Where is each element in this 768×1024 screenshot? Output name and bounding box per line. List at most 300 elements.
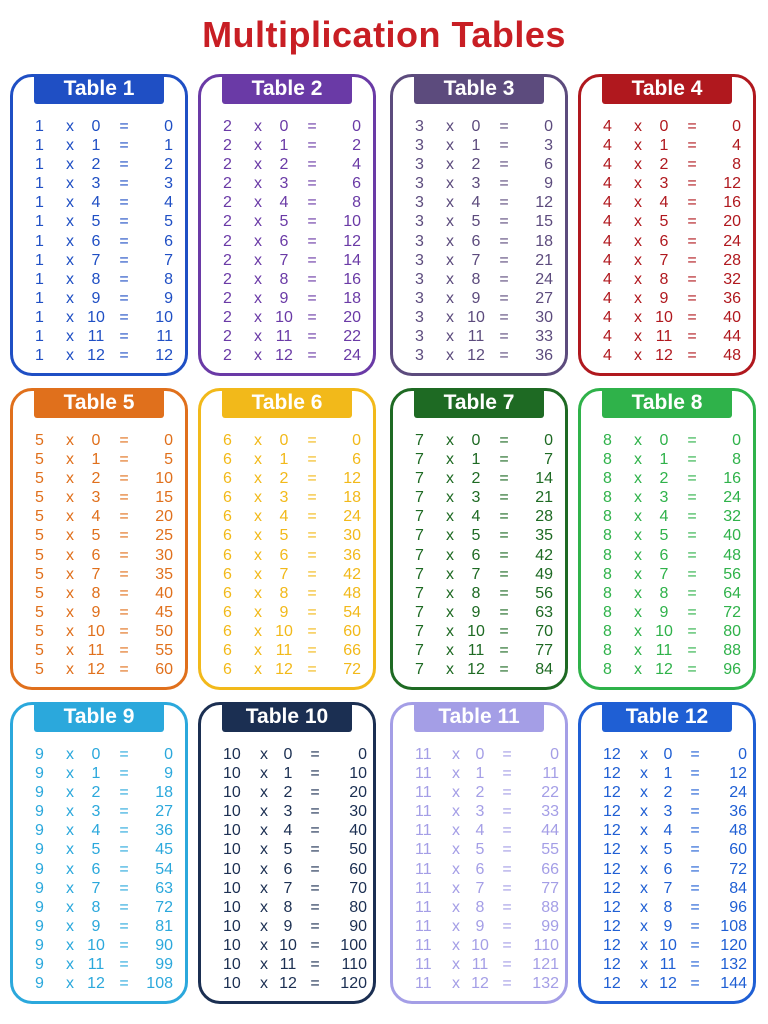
times-sign: x	[260, 917, 268, 935]
row-result: 3	[164, 175, 173, 193]
table-row	[415, 251, 551, 270]
times-sign: x	[66, 489, 74, 507]
row-result: 55	[541, 841, 559, 859]
row-multiplier: 11	[279, 956, 297, 974]
equals-sign: =	[499, 175, 509, 193]
equals-sign: =	[119, 936, 129, 954]
equals-sign: =	[119, 489, 129, 507]
row-base: 1	[35, 232, 44, 250]
row-result: 36	[723, 289, 741, 307]
row-base: 5	[35, 527, 44, 545]
equals-sign: =	[119, 308, 129, 326]
row-multiplier: 5	[663, 841, 673, 859]
row-result: 77	[535, 642, 553, 660]
row-base: 2	[223, 175, 232, 193]
row-multiplier: 6	[471, 546, 481, 564]
row-multiplier: 2	[91, 156, 101, 174]
times-sign: x	[634, 308, 642, 326]
equals-sign: =	[307, 270, 317, 288]
table-row	[415, 745, 559, 764]
row-result: 6	[352, 175, 361, 193]
table-row	[223, 251, 359, 270]
row-base: 8	[603, 603, 612, 621]
equals-sign: =	[119, 784, 129, 802]
times-sign: x	[446, 565, 454, 583]
row-result: 10	[155, 470, 173, 488]
table-row	[415, 327, 551, 346]
row-base: 3	[415, 118, 424, 135]
row-multiplier: 1	[471, 451, 481, 469]
row-multiplier: 9	[91, 917, 101, 935]
table-card-1	[10, 74, 188, 376]
table-row	[35, 431, 171, 450]
row-result: 132	[720, 956, 747, 974]
equals-sign: =	[687, 470, 697, 488]
table-row	[603, 251, 739, 270]
row-multiplier: 8	[471, 584, 481, 602]
equals-sign: =	[310, 898, 320, 916]
row-multiplier: 11	[655, 328, 673, 346]
row-multiplier: 10	[87, 308, 105, 326]
times-sign: x	[640, 746, 648, 763]
row-multiplier: 12	[659, 975, 677, 993]
times-sign: x	[254, 232, 262, 250]
times-sign: x	[66, 118, 74, 135]
row-base: 1	[35, 194, 44, 212]
times-sign: x	[640, 841, 648, 859]
row-result: 40	[723, 527, 741, 545]
times-sign: x	[446, 527, 454, 545]
row-base: 8	[603, 642, 612, 660]
times-sign: x	[66, 822, 74, 840]
equals-sign: =	[502, 936, 512, 954]
row-multiplier: 11	[275, 642, 293, 660]
table-row	[603, 622, 739, 641]
equals-sign: =	[499, 289, 509, 307]
table-header: Table 6	[222, 388, 352, 418]
row-base: 11	[415, 803, 432, 821]
row-base: 4	[603, 232, 612, 250]
row-base: 9	[35, 765, 44, 783]
equals-sign: =	[119, 956, 129, 974]
equals-sign: =	[307, 527, 317, 545]
table-rows	[415, 745, 559, 993]
equals-sign: =	[119, 603, 129, 621]
table-row	[603, 270, 739, 289]
row-result: 60	[155, 661, 173, 679]
equals-sign: =	[502, 879, 512, 897]
page-title: Multiplication Tables	[202, 14, 566, 55]
row-result: 60	[343, 622, 361, 640]
table-row	[35, 469, 171, 488]
times-sign: x	[254, 156, 262, 174]
equals-sign: =	[690, 936, 700, 954]
row-multiplier: 9	[91, 603, 101, 621]
table-row	[35, 526, 171, 545]
times-sign: x	[254, 508, 262, 526]
row-result: 24	[723, 489, 741, 507]
row-base: 3	[415, 328, 424, 346]
table-row	[603, 783, 747, 802]
row-base: 6	[223, 584, 232, 602]
row-multiplier: 9	[659, 289, 669, 307]
times-sign: x	[254, 642, 262, 660]
equals-sign: =	[119, 622, 129, 640]
table-header: Table 9	[34, 702, 164, 732]
equals-sign: =	[502, 860, 512, 878]
table-row	[223, 584, 359, 603]
row-multiplier: 8	[91, 584, 101, 602]
row-base: 4	[603, 194, 612, 212]
row-result: 3	[544, 137, 553, 155]
table-card-9	[10, 702, 188, 1004]
row-base: 12	[603, 841, 621, 859]
row-base: 6	[223, 508, 232, 526]
row-base: 9	[35, 936, 44, 954]
row-result: 72	[729, 860, 747, 878]
row-base: 7	[415, 527, 424, 545]
row-base: 8	[603, 432, 612, 449]
row-result: 14	[535, 470, 553, 488]
times-sign: x	[66, 289, 74, 307]
row-base: 10	[223, 860, 241, 878]
table-row	[35, 488, 171, 507]
equals-sign: =	[687, 527, 697, 545]
row-multiplier: 12	[87, 975, 105, 993]
row-multiplier: 5	[283, 841, 293, 859]
row-result: 20	[723, 213, 741, 231]
times-sign: x	[634, 118, 642, 135]
table-row	[603, 936, 747, 955]
row-multiplier: 0	[659, 432, 669, 449]
table-row	[223, 174, 359, 193]
table-row	[603, 174, 739, 193]
times-sign: x	[66, 137, 74, 155]
table-row	[223, 898, 367, 917]
table-row	[415, 821, 559, 840]
row-base: 2	[223, 118, 232, 135]
equals-sign: =	[687, 603, 697, 621]
row-multiplier: 7	[91, 565, 101, 583]
row-multiplier: 6	[471, 232, 481, 250]
row-base: 3	[415, 347, 424, 365]
row-base: 8	[603, 508, 612, 526]
row-base: 7	[415, 661, 424, 679]
table-row	[603, 346, 739, 365]
equals-sign: =	[499, 328, 509, 346]
times-sign: x	[634, 508, 642, 526]
equals-sign: =	[307, 328, 317, 346]
equals-sign: =	[119, 328, 129, 346]
times-sign: x	[254, 118, 262, 135]
row-result: 108	[146, 975, 173, 993]
equals-sign: =	[499, 308, 509, 326]
row-result: 48	[723, 347, 741, 365]
table-row	[415, 955, 559, 974]
table-row	[603, 327, 739, 346]
row-base: 1	[35, 118, 44, 135]
row-base: 9	[35, 822, 44, 840]
row-result: 18	[155, 784, 173, 802]
table-row	[603, 507, 739, 526]
table-row	[223, 450, 359, 469]
equals-sign: =	[687, 432, 697, 449]
row-result: 40	[723, 308, 741, 326]
table-rows	[415, 431, 551, 679]
equals-sign: =	[687, 451, 697, 469]
equals-sign: =	[687, 156, 697, 174]
row-base: 4	[603, 175, 612, 193]
row-result: 11	[542, 765, 559, 783]
row-base: 2	[223, 270, 232, 288]
times-sign: x	[452, 860, 460, 878]
equals-sign: =	[119, 765, 129, 783]
times-sign: x	[634, 270, 642, 288]
row-base: 5	[35, 622, 44, 640]
times-sign: x	[634, 470, 642, 488]
row-multiplier: 12	[655, 347, 673, 365]
table-row	[223, 745, 367, 764]
row-result: 0	[352, 432, 361, 449]
times-sign: x	[66, 451, 74, 469]
row-result: 84	[729, 879, 747, 897]
table-row	[223, 327, 359, 346]
equals-sign: =	[687, 251, 697, 269]
row-result: 10	[349, 765, 367, 783]
equals-sign: =	[119, 118, 129, 135]
row-result: 72	[723, 603, 741, 621]
times-sign: x	[640, 765, 648, 783]
row-multiplier: 8	[471, 270, 481, 288]
row-result: 80	[349, 898, 367, 916]
equals-sign: =	[307, 565, 317, 583]
row-result: 24	[729, 784, 747, 802]
table-row	[35, 327, 171, 346]
row-base: 12	[603, 975, 621, 993]
row-result: 66	[343, 642, 361, 660]
equals-sign: =	[119, 432, 129, 449]
row-multiplier: 6	[91, 232, 101, 250]
row-base: 6	[223, 565, 232, 583]
equals-sign: =	[502, 784, 512, 802]
row-base: 11	[415, 956, 432, 974]
table-row	[415, 660, 551, 679]
table-row	[603, 584, 739, 603]
row-result: 60	[729, 841, 747, 859]
row-result: 16	[343, 270, 361, 288]
table-row	[223, 136, 359, 155]
table-row	[603, 193, 739, 212]
equals-sign: =	[687, 270, 697, 288]
row-multiplier: 3	[91, 489, 101, 507]
equals-sign: =	[119, 584, 129, 602]
row-multiplier: 10	[87, 936, 105, 954]
table-row	[223, 270, 359, 289]
row-result: 99	[541, 917, 559, 935]
table-row	[603, 660, 739, 679]
row-result: 24	[343, 347, 361, 365]
row-result: 63	[535, 603, 553, 621]
table-row	[603, 802, 747, 821]
times-sign: x	[254, 661, 262, 679]
times-sign: x	[446, 194, 454, 212]
row-base: 5	[35, 451, 44, 469]
table-row	[223, 507, 359, 526]
table-row	[603, 641, 739, 660]
row-base: 4	[603, 156, 612, 174]
row-base: 3	[415, 194, 424, 212]
row-multiplier: 0	[279, 118, 289, 135]
table-row	[415, 526, 551, 545]
table-row	[223, 289, 359, 308]
times-sign: x	[640, 917, 648, 935]
row-base: 11	[415, 765, 432, 783]
row-multiplier: 7	[659, 565, 669, 583]
row-multiplier: 6	[279, 232, 289, 250]
row-multiplier: 12	[471, 975, 489, 993]
row-result: 132	[532, 975, 559, 993]
row-multiplier: 9	[471, 289, 481, 307]
times-sign: x	[66, 194, 74, 212]
times-sign: x	[66, 956, 74, 974]
row-result: 8	[732, 156, 741, 174]
row-result: 12	[723, 175, 741, 193]
equals-sign: =	[307, 289, 317, 307]
table-row	[35, 783, 171, 802]
row-base: 3	[415, 232, 424, 250]
times-sign: x	[634, 289, 642, 307]
table-row	[35, 936, 171, 955]
table-row	[603, 526, 739, 545]
table-header: Table 11	[414, 702, 544, 732]
equals-sign: =	[499, 642, 509, 660]
row-result: 21	[535, 489, 553, 507]
equals-sign: =	[502, 746, 512, 763]
times-sign: x	[260, 784, 268, 802]
row-base: 1	[35, 270, 44, 288]
table-row	[603, 469, 739, 488]
times-sign: x	[446, 661, 454, 679]
row-base: 6	[223, 489, 232, 507]
row-base: 1	[35, 213, 44, 231]
row-result: 12	[343, 232, 361, 250]
table-row	[223, 783, 367, 802]
row-multiplier: 9	[475, 917, 485, 935]
times-sign: x	[66, 879, 74, 897]
table-row	[603, 745, 747, 764]
equals-sign: =	[502, 803, 512, 821]
row-base: 3	[415, 270, 424, 288]
row-base: 6	[223, 432, 232, 449]
row-multiplier: 6	[659, 232, 669, 250]
times-sign: x	[634, 232, 642, 250]
times-sign: x	[640, 936, 648, 954]
row-multiplier: 7	[279, 251, 289, 269]
row-multiplier: 5	[475, 841, 485, 859]
times-sign: x	[260, 879, 268, 897]
table-row	[35, 802, 171, 821]
row-base: 9	[35, 975, 44, 993]
table-row	[603, 603, 739, 622]
row-result: 120	[720, 936, 747, 954]
row-base: 12	[603, 860, 621, 878]
times-sign: x	[260, 822, 268, 840]
row-result: 22	[343, 328, 361, 346]
times-sign: x	[446, 251, 454, 269]
row-base: 11	[415, 822, 432, 840]
row-multiplier: 9	[91, 289, 101, 307]
equals-sign: =	[119, 137, 129, 155]
row-multiplier: 10	[279, 936, 297, 954]
row-result: 8	[164, 270, 173, 288]
row-result: 50	[155, 622, 173, 640]
table-card-7	[390, 388, 568, 690]
table-row	[35, 821, 171, 840]
row-base: 4	[603, 270, 612, 288]
times-sign: x	[446, 584, 454, 602]
row-base: 5	[35, 565, 44, 583]
times-sign: x	[452, 841, 460, 859]
equals-sign: =	[690, 784, 700, 802]
times-sign: x	[446, 137, 454, 155]
row-multiplier: 6	[91, 546, 101, 564]
equals-sign: =	[307, 489, 317, 507]
times-sign: x	[446, 489, 454, 507]
equals-sign: =	[119, 546, 129, 564]
row-result: 40	[155, 584, 173, 602]
times-sign: x	[452, 803, 460, 821]
row-result: 21	[535, 251, 553, 269]
row-base: 6	[223, 661, 232, 679]
row-result: 54	[155, 860, 173, 878]
row-result: 24	[535, 270, 553, 288]
row-multiplier: 11	[467, 642, 485, 660]
row-base: 1	[35, 137, 44, 155]
table-row	[415, 270, 551, 289]
table-rows	[223, 117, 359, 365]
row-result: 60	[349, 860, 367, 878]
table-row	[35, 603, 171, 622]
table-row	[35, 565, 171, 584]
equals-sign: =	[119, 232, 129, 250]
times-sign: x	[66, 232, 74, 250]
equals-sign: =	[310, 822, 320, 840]
row-multiplier: 2	[283, 784, 293, 802]
row-base: 9	[35, 860, 44, 878]
times-sign: x	[254, 527, 262, 545]
row-base: 7	[415, 642, 424, 660]
equals-sign: =	[499, 232, 509, 250]
row-base: 12	[603, 746, 621, 763]
row-multiplier: 2	[279, 156, 289, 174]
row-multiplier: 4	[471, 508, 481, 526]
row-base: 6	[223, 470, 232, 488]
equals-sign: =	[307, 194, 317, 212]
times-sign: x	[66, 270, 74, 288]
row-result: 6	[164, 232, 173, 250]
table-row	[603, 860, 747, 879]
table-row	[223, 802, 367, 821]
row-multiplier: 12	[275, 347, 293, 365]
row-base: 8	[603, 451, 612, 469]
equals-sign: =	[119, 156, 129, 174]
table-row	[35, 860, 171, 879]
row-multiplier: 0	[279, 432, 289, 449]
row-result: 24	[723, 232, 741, 250]
table-row	[35, 879, 171, 898]
row-base: 6	[223, 603, 232, 621]
table-row	[415, 174, 551, 193]
